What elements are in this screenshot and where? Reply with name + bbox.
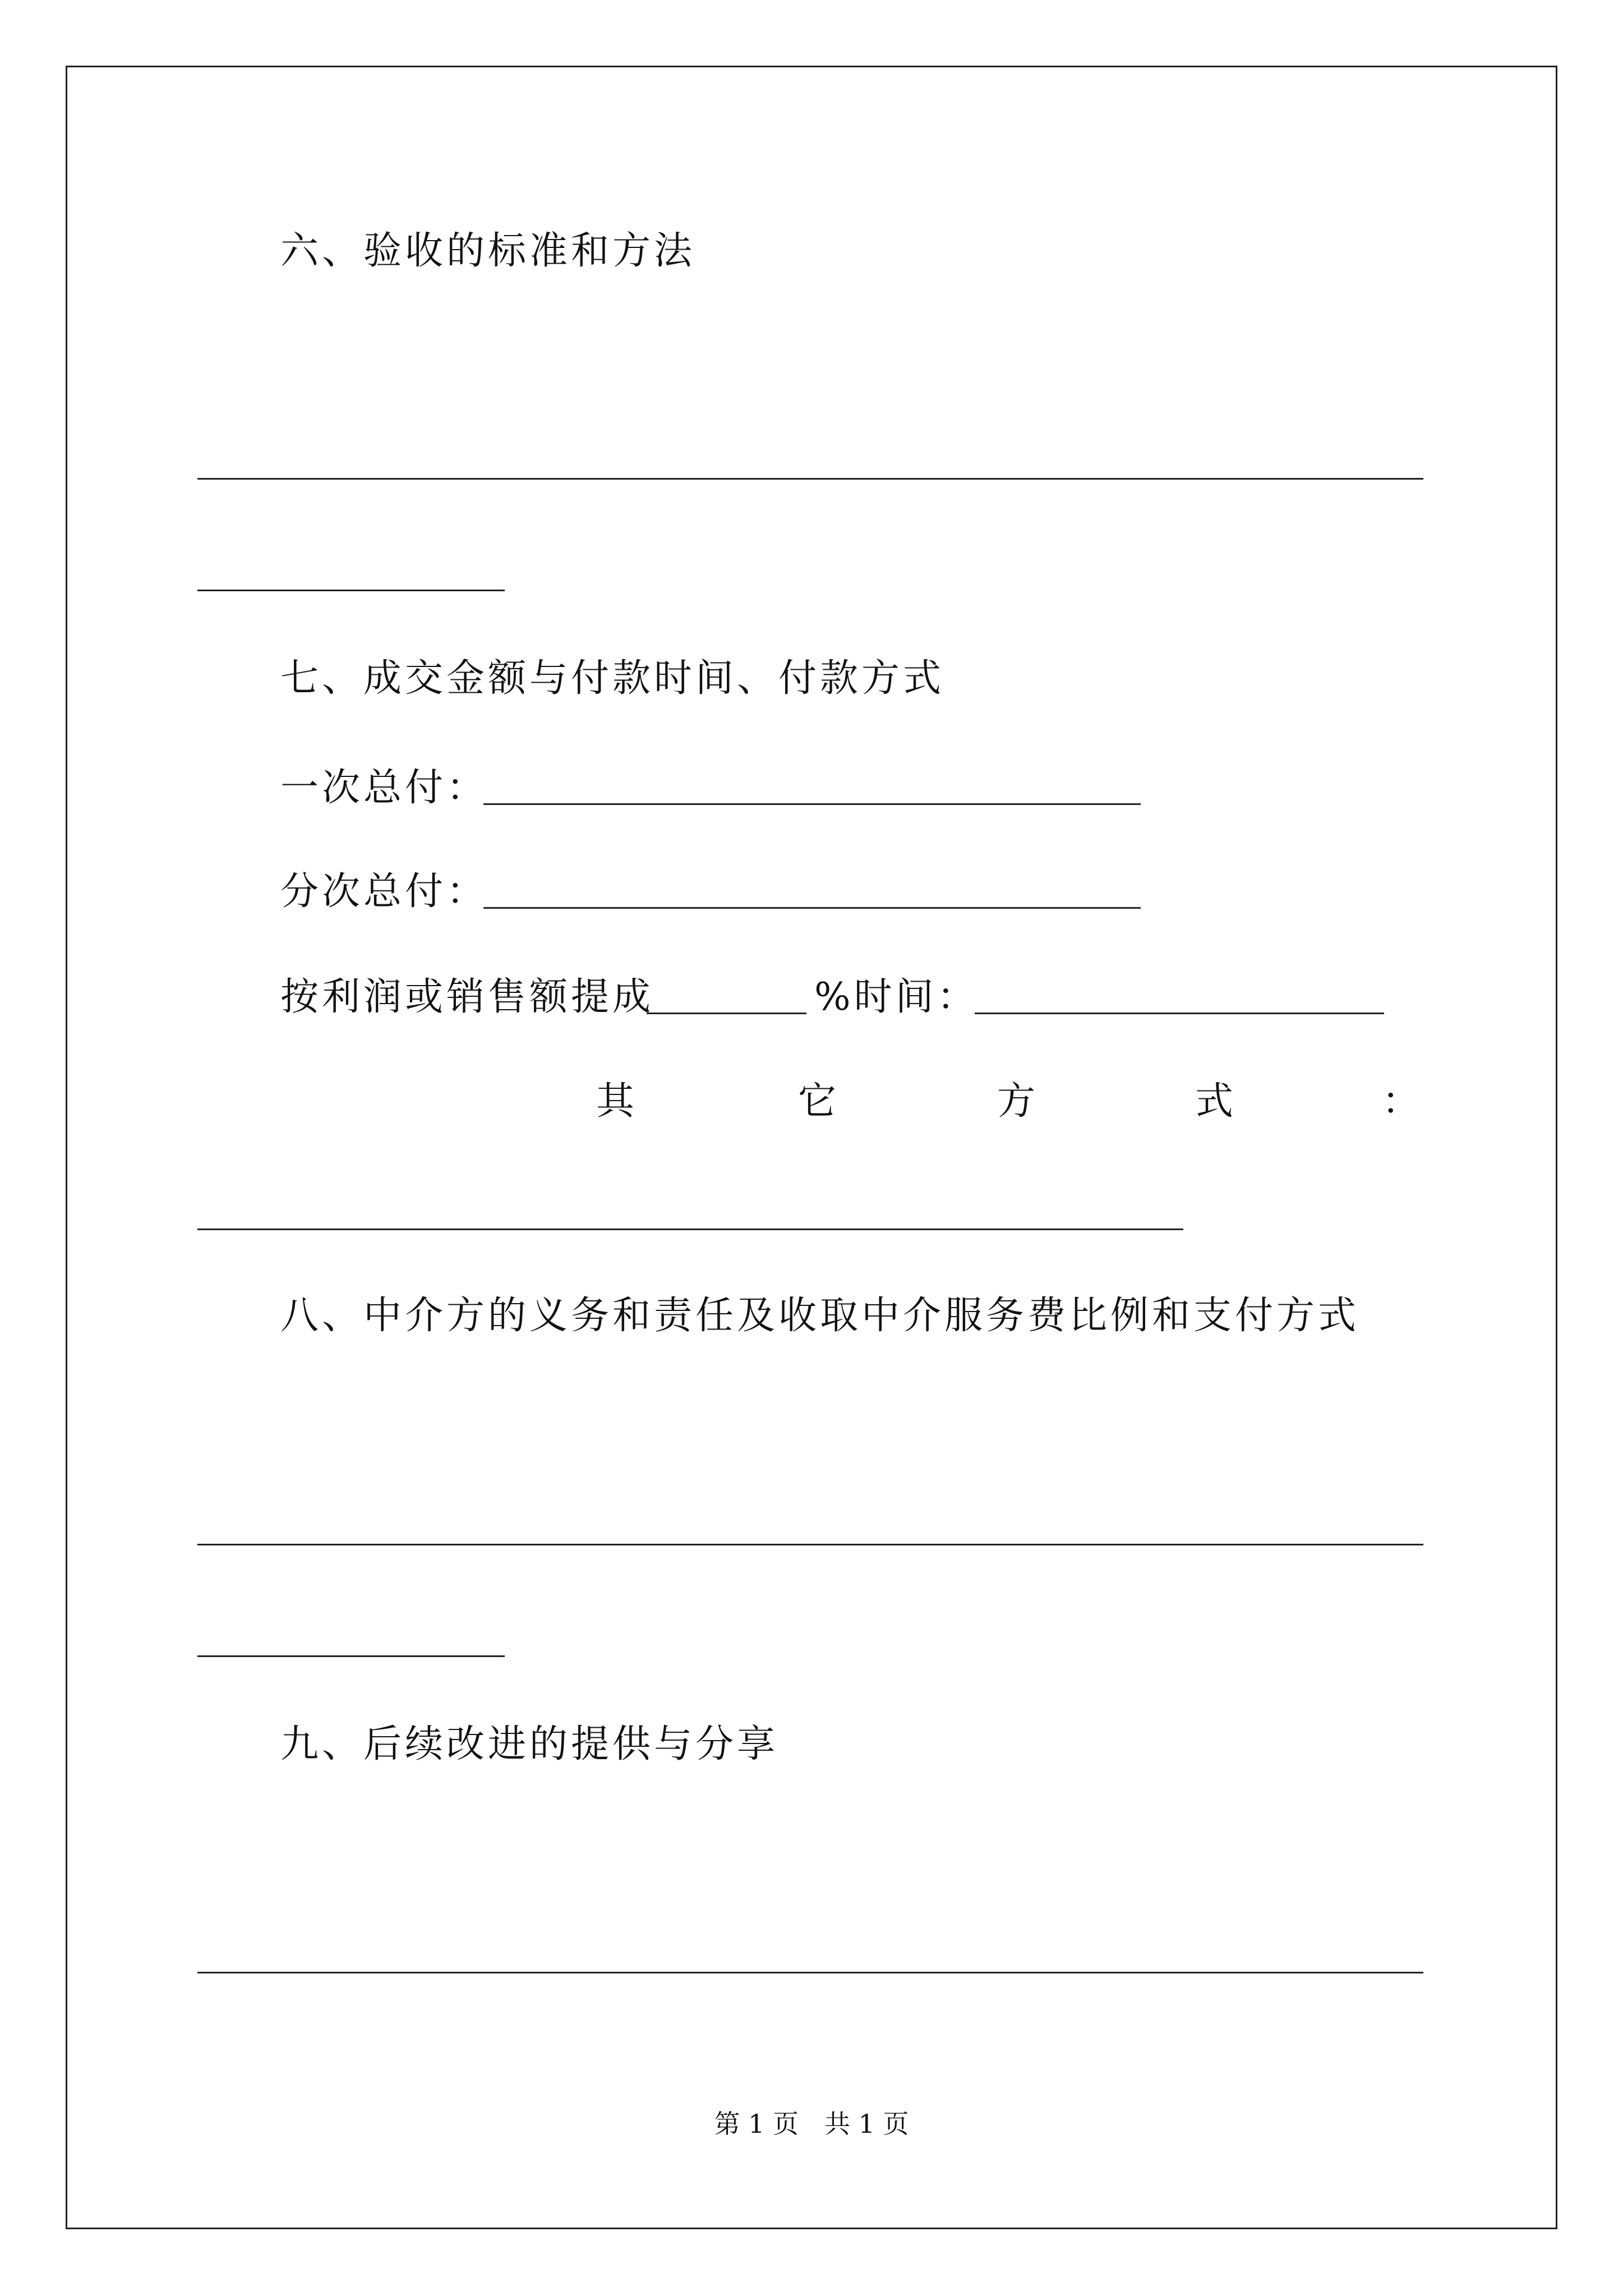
lump-sum-label: 一次总付： — [280, 766, 488, 810]
section-8-blank-line-2[interactable] — [197, 1655, 505, 1657]
section-7-heading: 七、成交金额与付款时间、付款方式 — [280, 656, 945, 701]
page-number: 第 1 页 共 1 页 — [714, 2109, 909, 2139]
other-method-colon: ： — [1382, 1079, 1421, 1124]
installment-label: 分次总付： — [280, 869, 488, 914]
section-8-blank-line-1[interactable] — [197, 1544, 1423, 1545]
other-method-char-1: 其 — [596, 1079, 635, 1124]
other-method-char-2: 它 — [798, 1079, 837, 1124]
section-6-blank-line-1[interactable] — [197, 478, 1423, 480]
commission-prefix: 按利润或销售额提成 — [280, 975, 654, 1019]
section-9-heading: 九、后续改进的提供与分享 — [280, 1722, 779, 1766]
section-9-blank-line-1[interactable] — [197, 1972, 1423, 1973]
lump-sum-field[interactable] — [483, 803, 1141, 805]
page-border — [66, 66, 1557, 2229]
section-8-heading: 八、中介方的义务和责任及收取中介服务费比例和支付方式 — [280, 1294, 1360, 1338]
other-method-char-4: 式 — [1195, 1079, 1234, 1124]
other-method-char-3: 方 — [997, 1079, 1036, 1124]
section-6-blank-line-2[interactable] — [197, 590, 505, 591]
commission-percent-field[interactable] — [647, 1013, 806, 1014]
commission-time-field[interactable] — [975, 1013, 1384, 1014]
other-method-field[interactable] — [197, 1228, 1183, 1230]
section-6-heading: 六、验收的标准和方法 — [280, 229, 696, 273]
installment-field[interactable] — [483, 907, 1141, 909]
commission-time-label: %时间： — [814, 975, 979, 1019]
